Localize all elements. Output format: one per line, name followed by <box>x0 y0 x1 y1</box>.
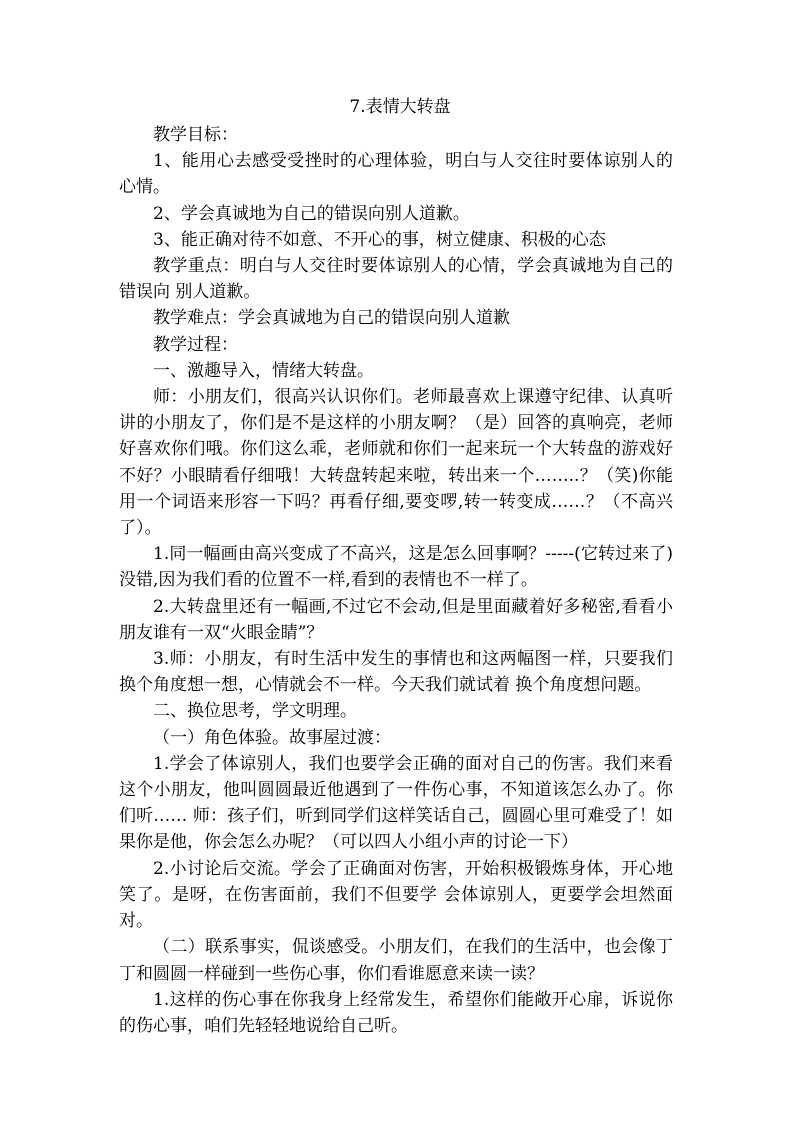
paragraph-goal-1: 1、能用心去感受受挫时的心理体验，明白与人交往时要体谅别人的心情。 <box>119 151 673 198</box>
paragraph-step-1-2: 2.大转盘里还有一幅画,不过它不会动,但是里面藏着好多秘密,看看小朋友谁有一双“火眼金睛”？ <box>119 596 673 643</box>
document-page <box>119 92 673 1039</box>
paragraph-section-1-heading: 一、激趣导入，情绪大转盘。 <box>153 360 374 381</box>
paragraph-step-1-3: 3.师：小朋友，有时生活中发生的事情也和这两幅图一样，只要我们换个角度想一想，心情就会不一样。今天我们就试着 换个角度想问题。 <box>119 649 673 696</box>
paragraph-key-point: 教学重点：明白与人交往时要体谅别人的心情，学会真诚地为自己的错误向 别人道歉。 <box>119 256 673 303</box>
paragraph-process-heading: 教学过程： <box>153 334 238 355</box>
paragraph-goal-3: 3、能正确对待不如意、不开心的事，树立健康、积极的心态 <box>153 229 606 250</box>
document-title: 7.表情大转盘 <box>349 97 451 117</box>
paragraph-goal-2: 2、学会真诚地为自己的错误向别人道歉。 <box>153 203 470 224</box>
paragraph-section-2-heading: 二、换位思考，学文明理。 <box>153 701 357 722</box>
paragraph-subsection-1: （一）角色体验。故事屋过渡： <box>153 727 391 748</box>
paragraph-step-1-1: 1.同一幅画由高兴变成了不高兴，这是怎么回事啊？-----(它转过来了)没错,因为我们看的位置不一样,看到的表情也不一样了。 <box>119 544 673 591</box>
paragraph-subsection-2: （二）联系事实，侃谈感受。小朋友们，在我们的生活中，也会像丁丁和圆圆一样碰到一些伤心事，你们看谁愿意来读一读？ <box>119 937 673 984</box>
paragraph-step-2b-1: 1.这样的伤心事在你我身上经常发生，希望你们能敞开心扉，诉说你的伤心事，咱们先轻轻地说给自己听。 <box>119 989 673 1036</box>
paragraph-step-2-1: 1.学会了体谅别人，我们也要学会正确的面对自己的伤害。我们来看这个小朋友，他叫圆圆最近他遇到了一件伤心事，不知道该怎么办了。你们听…… 师：孩子们，听到同学们这样笑话自己，圆圆心里可难受了！如果你是他，你会怎么办呢？（可以四人小组小声的讨论一下） <box>119 753 673 853</box>
paragraph-difficulty: 教学难点：学会真诚地为自己的错误向别人道歉 <box>153 308 510 329</box>
paragraph-teaching-goals-heading: 教学目标： <box>153 125 238 145</box>
paragraph-step-2-2: 2.小讨论后交流。学会了正确面对伤害，开始积极锻炼身体，开心地笑了。是呀，在伤害面前，我们不但要学 会体谅别人，更要学会坦然面对。 <box>119 858 673 932</box>
paragraph-teacher-intro: 师：小朋友们，很高兴认识你们。老师最喜欢上课遵守纪律、认真听讲的小朋友了，你们是不是这样的小朋友啊？（是）回答的真响亮，老师好喜欢你们哦。你们这么乖，老师就和你们一起来玩一个大转盘的游戏好不好？小眼睛看仔细哦！大转盘转起来啦，转出来一个……..？（笑)你能用一个词语来形容一下吗？再看仔细,要变啰,转一转变成……？（不高兴了）。 <box>119 387 673 539</box>
